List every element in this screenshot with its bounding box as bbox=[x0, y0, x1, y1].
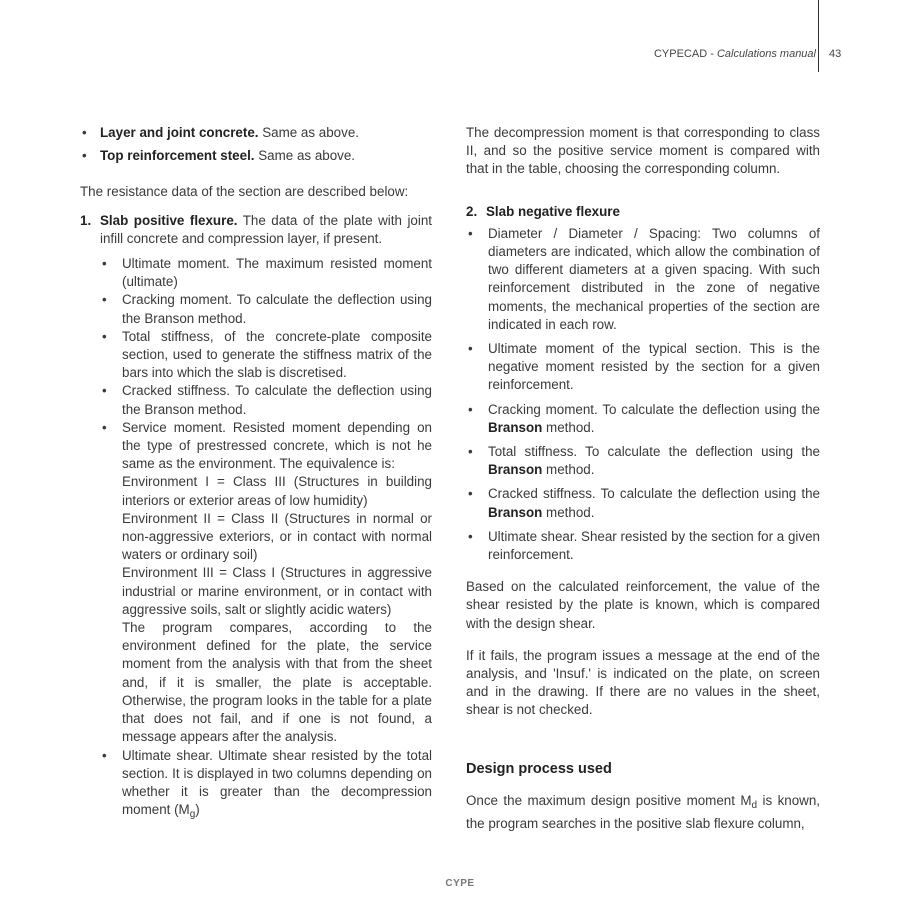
branson-term: Branson bbox=[488, 419, 543, 435]
shear-close: ) bbox=[195, 802, 200, 818]
decompression-paragraph: The decompression moment is that corresponding to class II, and so the positive service moment is compared with that in the table, choosing the corresponding column. bbox=[466, 125, 820, 177]
item-text: The data of the plate with joint infill concrete and compression layer, if present. bbox=[100, 212, 433, 246]
list-item: • Ultimate moment. The maximum resisted moment (ultimate) bbox=[100, 255, 432, 291]
list-item: • Ultimate shear. Shear resisted by the section for a given reinforcement. bbox=[466, 528, 820, 564]
list-item bbox=[466, 485, 820, 521]
right-column bbox=[466, 124, 820, 833]
design-text-end: is known, the program searches in the positive slab flexure column, bbox=[466, 792, 820, 832]
environment-1: Environment I = Class III (Structures in building interiors or exterior areas of low humidity) bbox=[122, 474, 432, 508]
item-title: Slab negative flexure bbox=[486, 203, 620, 219]
left-column bbox=[80, 124, 432, 824]
list-item: • Cracked stiffness. To calculate the deflection using the Branson method. bbox=[100, 382, 432, 418]
branson-term: Branson bbox=[488, 504, 543, 520]
header-manual-title: Calculations manual bbox=[716, 48, 816, 60]
bullet-text-end: method. bbox=[542, 419, 595, 435]
list-item: • Diameter / Diameter / Spacing: Two columns of diameters are indicated, which allow the combination of two different diameters at a given spacing. With such reinforcement distributed in the zone of negative moments, the mechanical properties of the section are indicated in each row. bbox=[466, 225, 820, 334]
bullet-bold-label: Top reinforcement steel. bbox=[100, 148, 255, 164]
design-process-paragraph bbox=[466, 792, 820, 833]
failure-paragraph: If it fails, the program issues a message at the end of the analysis, and 'Insuf.' is indicated on the plate, on screen and in the drawing. If there are no values in the sheet, shear is not checked. bbox=[466, 647, 820, 718]
bullet-text-end: method. bbox=[542, 504, 595, 520]
section-heading: Design process used bbox=[466, 760, 612, 777]
bullet-text: Cracking moment. To calculate the deflection using the bbox=[488, 401, 820, 417]
header-product: CYPECAD bbox=[653, 48, 708, 60]
item-number: 1. bbox=[80, 212, 92, 228]
environment-3: Environment III = Class I (Structures in aggressive industrial or marine environment, or in contact with aggressive soils, salt or slightly acidic waters) bbox=[122, 565, 432, 617]
list-item-service-moment bbox=[100, 419, 432, 747]
footer-brand: CYPE bbox=[445, 878, 475, 889]
header-divider bbox=[818, 0, 819, 72]
environment-2: Environment II = Class II (Structures in normal or non-aggressive exteriors, or in contact with normal waters or ordinary soil) bbox=[122, 510, 432, 563]
list-item bbox=[80, 124, 432, 142]
branson-term: Branson bbox=[488, 462, 543, 478]
list-item: • Ultimate moment of the typical section. This is the negative moment resisted by the section for a given reinforcement. bbox=[466, 340, 820, 395]
header-separator: - bbox=[707, 48, 717, 60]
bullet-bold-label: Layer and joint concrete. bbox=[100, 125, 259, 140]
sub-bullet-list bbox=[100, 255, 432, 824]
list-item bbox=[80, 147, 432, 165]
running-header bbox=[654, 48, 816, 60]
shear-text: Ultimate shear. Ultimate shear resisted by the total section. It is displayed in two columns depending on whether it is greater than the decompression moment (M bbox=[122, 747, 432, 818]
subscript: d bbox=[751, 799, 758, 811]
item-number: 2. bbox=[466, 203, 478, 219]
bullet-text: Total stiffness. To calculate the deflection using the bbox=[488, 444, 820, 460]
list-item: • Total stiffness, of the concrete-plate composite section, used to generate the stiffness matrix of the bars into which the slab is discretised. bbox=[100, 328, 432, 383]
list-item-ultimate-shear bbox=[100, 747, 432, 825]
bullet-text: Cracked stiffness. To calculate the deflection using the bbox=[488, 486, 820, 502]
top-bullet-list bbox=[80, 124, 432, 165]
numbered-item-2 bbox=[466, 203, 820, 221]
shear-paragraph: Based on the calculated reinforcement, the value of the shear resisted by the plate is known, which is compared with the design shear. bbox=[466, 579, 820, 631]
design-text: Once the maximum design positive moment M bbox=[466, 792, 752, 808]
service-comparison-text: The program compares, according to the environment defined for the plate, the service moment from the analysis with that from the sheet and, if it is smaller, the plate is acceptable. Otherwise, the program looks in the table for a plate that does not fail, and if one is not found, a message appears after the analysis. bbox=[122, 620, 432, 745]
negative-flexure-list bbox=[466, 225, 820, 564]
bullet-text: Same as above. bbox=[258, 125, 359, 140]
bullet-text: Same as above. bbox=[254, 148, 356, 164]
service-text: • Service moment. Resisted moment depending on the type of prestressed concrete, which is not he same as the environment. The equivalence is: bbox=[122, 419, 432, 472]
item-title: Slab positive flexure. bbox=[100, 212, 238, 228]
list-item: • Cracking moment. To calculate the deflection using the Branson method. bbox=[100, 291, 432, 327]
list-item bbox=[466, 443, 820, 479]
page-number: 43 bbox=[829, 48, 842, 60]
numbered-item-1 bbox=[80, 212, 432, 825]
intro-paragraph: The resistance data of the section are described below: bbox=[80, 184, 409, 200]
bullet-text-end: method. bbox=[542, 462, 595, 478]
list-item bbox=[466, 401, 820, 437]
subscript: g bbox=[189, 809, 196, 821]
